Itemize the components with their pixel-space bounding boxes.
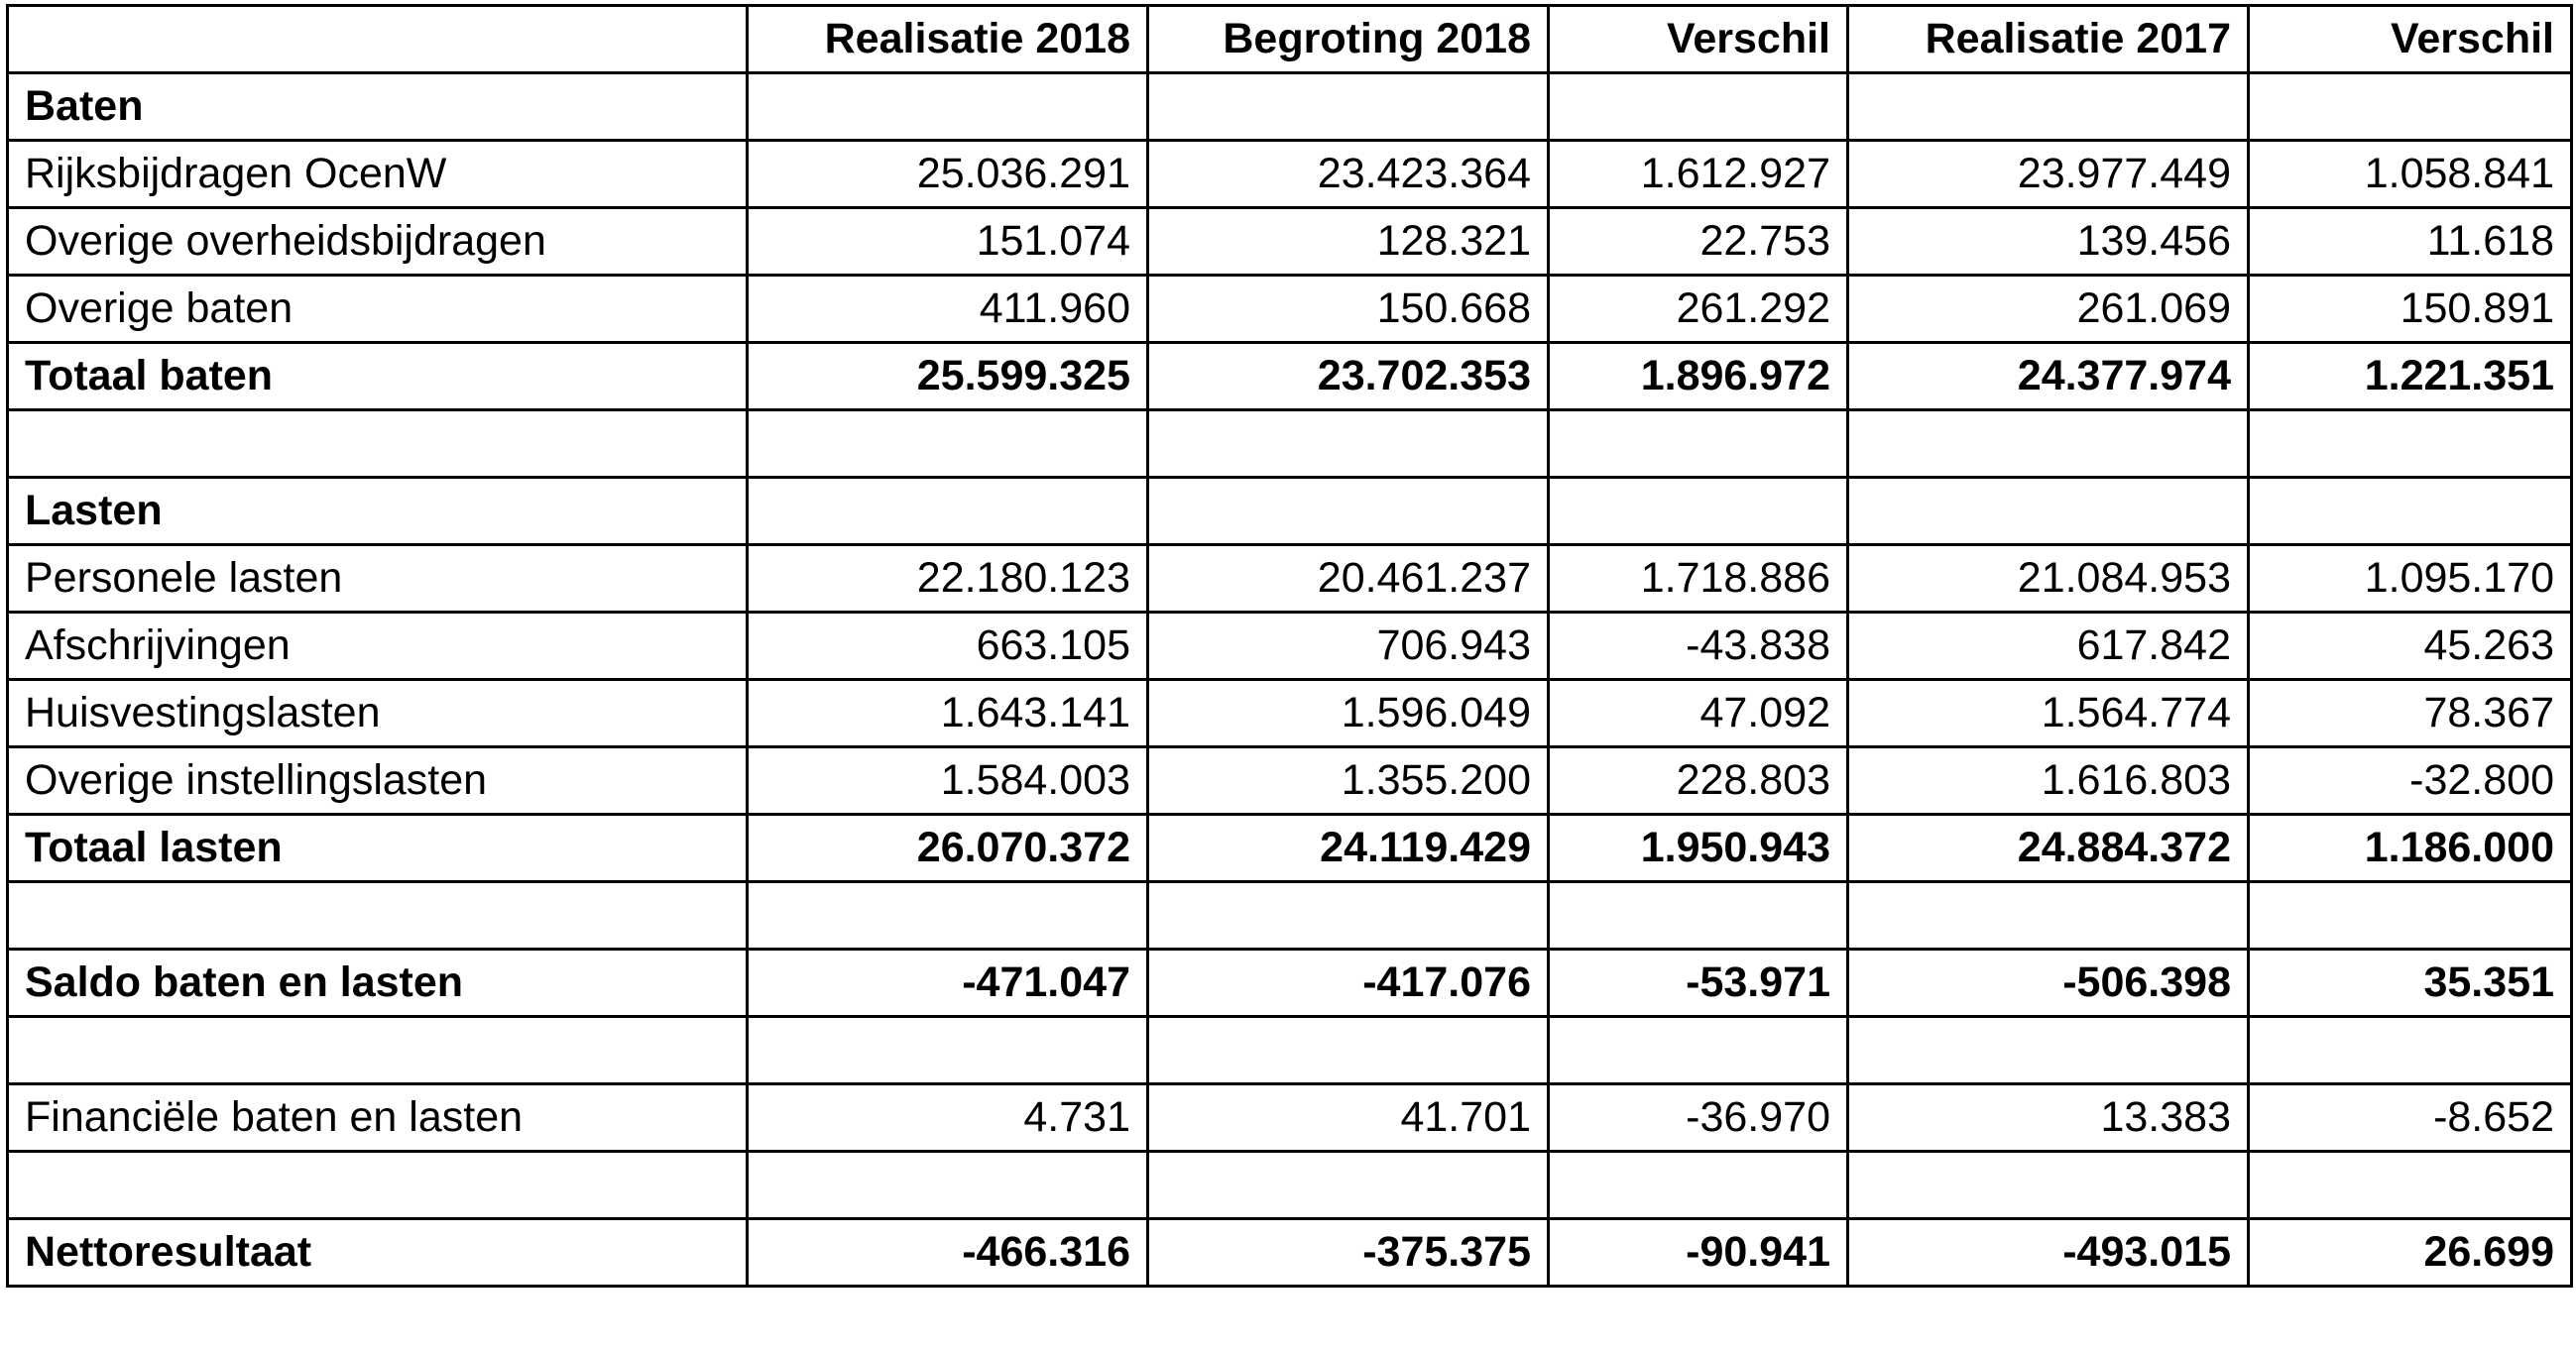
row-label-cell: Financiële baten en lasten [8, 1084, 748, 1152]
value-cell-realisatie-2018: -466.316 [748, 1219, 1148, 1287]
value-cell-realisatie-2017 [1848, 73, 2249, 141]
value-cell-verschil-2017: 78.367 [2249, 680, 2572, 747]
section-row [8, 73, 2572, 141]
value-cell-realisatie-2018: 26.070.372 [748, 815, 1148, 882]
value-cell-verschil-2017 [2249, 1152, 2572, 1219]
value-cell-realisatie-2018: 151.074 [748, 208, 1148, 276]
value-cell-realisatie-2017: 24.377.974 [1848, 343, 2249, 410]
header-corner-cell [8, 6, 748, 73]
value-cell-verschil-2017: 26.699 [2249, 1219, 2572, 1287]
table-row [8, 141, 2572, 208]
table-row [8, 747, 2572, 815]
value-cell-begroting-2018: 20.461.237 [1148, 545, 1549, 613]
value-cell-begroting-2018 [1148, 882, 1549, 950]
column-header-realisatie-2017: Realisatie 2017 [1848, 6, 2249, 73]
value-cell-verschil-2017: 35.351 [2249, 950, 2572, 1017]
financial-table [6, 4, 2573, 1288]
value-cell-realisatie-2018: 22.180.123 [748, 545, 1148, 613]
value-cell-begroting-2018: 150.668 [1148, 276, 1549, 343]
total-row [8, 1219, 2572, 1287]
total-row [8, 343, 2572, 410]
value-cell-verschil-2017 [2249, 882, 2572, 950]
value-cell-verschil-begroting: -36.970 [1549, 1084, 1848, 1152]
value-cell-verschil-2017: 1.221.351 [2249, 343, 2572, 410]
row-label-cell: Afschrijvingen [8, 613, 748, 680]
value-cell-verschil-begroting: -53.971 [1549, 950, 1848, 1017]
value-cell-realisatie-2018: 1.584.003 [748, 747, 1148, 815]
value-cell-verschil-begroting: 228.803 [1549, 747, 1848, 815]
value-cell-verschil-2017: -8.652 [2249, 1084, 2572, 1152]
value-cell-verschil-begroting [1549, 410, 1848, 478]
value-cell-realisatie-2018 [748, 1017, 1148, 1084]
value-cell-verschil-begroting [1549, 1017, 1848, 1084]
value-cell-verschil-2017: -32.800 [2249, 747, 2572, 815]
spacer-row [8, 410, 2572, 478]
row-label-cell: Rijksbijdragen OcenW [8, 141, 748, 208]
row-label-cell [8, 882, 748, 950]
spacer-row [8, 1017, 2572, 1084]
row-label-cell: Huisvestingslasten [8, 680, 748, 747]
value-cell-begroting-2018: -375.375 [1148, 1219, 1549, 1287]
value-cell-realisatie-2018 [748, 73, 1148, 141]
value-cell-realisatie-2017: -506.398 [1848, 950, 2249, 1017]
spacer-row [8, 1152, 2572, 1219]
value-cell-begroting-2018: 41.701 [1148, 1084, 1549, 1152]
value-cell-realisatie-2018 [748, 1152, 1148, 1219]
row-label-cell: Lasten [8, 478, 748, 545]
value-cell-realisatie-2017: 617.842 [1848, 613, 2249, 680]
value-cell-begroting-2018: 706.943 [1148, 613, 1549, 680]
value-cell-realisatie-2017 [1848, 882, 2249, 950]
table-row [8, 680, 2572, 747]
value-cell-verschil-2017 [2249, 478, 2572, 545]
value-cell-verschil-begroting [1549, 478, 1848, 545]
value-cell-begroting-2018: 24.119.429 [1148, 815, 1549, 882]
value-cell-realisatie-2018: -471.047 [748, 950, 1148, 1017]
value-cell-realisatie-2017: 139.456 [1848, 208, 2249, 276]
total-row [8, 815, 2572, 882]
value-cell-realisatie-2017 [1848, 1017, 2249, 1084]
value-cell-realisatie-2018: 25.036.291 [748, 141, 1148, 208]
value-cell-realisatie-2017: 261.069 [1848, 276, 2249, 343]
column-header-realisatie-2018: Realisatie 2018 [748, 6, 1148, 73]
row-label-cell: Baten [8, 73, 748, 141]
value-cell-begroting-2018: -417.076 [1148, 950, 1549, 1017]
value-cell-begroting-2018 [1148, 478, 1549, 545]
row-label-cell: Nettoresultaat [8, 1219, 748, 1287]
table-row [8, 208, 2572, 276]
value-cell-begroting-2018 [1148, 73, 1549, 141]
section-row [8, 478, 2572, 545]
value-cell-realisatie-2018 [748, 410, 1148, 478]
value-cell-verschil-begroting: 22.753 [1549, 208, 1848, 276]
header-row [8, 6, 2572, 73]
table-row [8, 276, 2572, 343]
value-cell-realisatie-2018: 4.731 [748, 1084, 1148, 1152]
value-cell-verschil-2017 [2249, 1017, 2572, 1084]
row-label-cell: Saldo baten en lasten [8, 950, 748, 1017]
value-cell-realisatie-2018 [748, 882, 1148, 950]
value-cell-realisatie-2018: 25.599.325 [748, 343, 1148, 410]
value-cell-realisatie-2018: 663.105 [748, 613, 1148, 680]
row-label-cell [8, 410, 748, 478]
row-label-cell [8, 1017, 748, 1084]
value-cell-begroting-2018: 1.355.200 [1148, 747, 1549, 815]
value-cell-verschil-begroting: -90.941 [1549, 1219, 1848, 1287]
table-row [8, 1084, 2572, 1152]
value-cell-verschil-begroting: 261.292 [1549, 276, 1848, 343]
row-label-cell: Overige baten [8, 276, 748, 343]
value-cell-realisatie-2018: 411.960 [748, 276, 1148, 343]
value-cell-verschil-begroting: 1.718.886 [1549, 545, 1848, 613]
value-cell-begroting-2018: 1.596.049 [1148, 680, 1549, 747]
value-cell-realisatie-2017: 21.084.953 [1848, 545, 2249, 613]
value-cell-begroting-2018: 23.423.364 [1148, 141, 1549, 208]
value-cell-verschil-begroting: 1.950.943 [1549, 815, 1848, 882]
value-cell-begroting-2018: 23.702.353 [1148, 343, 1549, 410]
value-cell-verschil-2017: 45.263 [2249, 613, 2572, 680]
value-cell-verschil-2017: 1.058.841 [2249, 141, 2572, 208]
value-cell-verschil-2017: 150.891 [2249, 276, 2572, 343]
value-cell-realisatie-2017: 1.564.774 [1848, 680, 2249, 747]
row-label-cell: Personele lasten [8, 545, 748, 613]
value-cell-verschil-begroting [1549, 1152, 1848, 1219]
row-label-cell: Overige instellingslasten [8, 747, 748, 815]
table-body [8, 6, 2572, 1287]
value-cell-verschil-begroting: -43.838 [1549, 613, 1848, 680]
value-cell-realisatie-2018 [748, 478, 1148, 545]
value-cell-realisatie-2017: 23.977.449 [1848, 141, 2249, 208]
value-cell-begroting-2018 [1148, 410, 1549, 478]
value-cell-begroting-2018 [1148, 1017, 1549, 1084]
value-cell-realisatie-2018: 1.643.141 [748, 680, 1148, 747]
table-row [8, 613, 2572, 680]
value-cell-realisatie-2017 [1848, 478, 2249, 545]
value-cell-realisatie-2017: 13.383 [1848, 1084, 2249, 1152]
value-cell-verschil-begroting [1549, 73, 1848, 141]
value-cell-verschil-begroting: 1.896.972 [1549, 343, 1848, 410]
value-cell-verschil-2017: 11.618 [2249, 208, 2572, 276]
total-row [8, 950, 2572, 1017]
value-cell-realisatie-2017: 24.884.372 [1848, 815, 2249, 882]
value-cell-verschil-2017: 1.095.170 [2249, 545, 2572, 613]
value-cell-begroting-2018: 128.321 [1148, 208, 1549, 276]
spacer-row [8, 882, 2572, 950]
row-label-cell: Totaal baten [8, 343, 748, 410]
value-cell-verschil-begroting: 1.612.927 [1549, 141, 1848, 208]
value-cell-verschil-begroting: 47.092 [1549, 680, 1848, 747]
value-cell-begroting-2018 [1148, 1152, 1549, 1219]
value-cell-verschil-2017 [2249, 73, 2572, 141]
column-header-begroting-2018: Begroting 2018 [1148, 6, 1549, 73]
row-label-cell: Overige overheidsbijdragen [8, 208, 748, 276]
value-cell-realisatie-2017 [1848, 410, 2249, 478]
column-header-verschil-begroting: Verschil [1549, 6, 1848, 73]
value-cell-verschil-2017: 1.186.000 [2249, 815, 2572, 882]
column-header-verschil-2017: Verschil [2249, 6, 2572, 73]
row-label-cell [8, 1152, 748, 1219]
value-cell-realisatie-2017: -493.015 [1848, 1219, 2249, 1287]
row-label-cell: Totaal lasten [8, 815, 748, 882]
value-cell-realisatie-2017 [1848, 1152, 2249, 1219]
value-cell-realisatie-2017: 1.616.803 [1848, 747, 2249, 815]
value-cell-verschil-begroting [1549, 882, 1848, 950]
table-row [8, 545, 2572, 613]
value-cell-verschil-2017 [2249, 410, 2572, 478]
